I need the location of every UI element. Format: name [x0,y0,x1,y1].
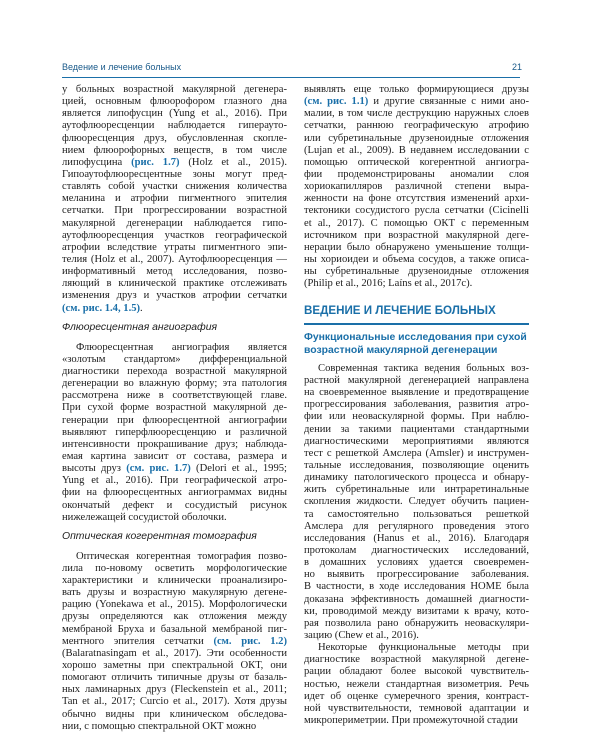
text-line: источником при возрастной макулярной деге- [304,229,529,241]
text-line: окончатый дефект и сосудистый рисунок [62,499,287,511]
text-line: протоколам диагностических исследований, [304,545,529,556]
text-line: мембраной Бруха и базальной мембраной пиг- [62,623,287,635]
text-line: женности на фоне отсутствия изменений архи- [304,193,529,205]
text-line: друзы определяются как отложения между [62,611,287,623]
text-line: нижележащей сосудистой оболочки. [62,511,227,523]
text-line: помощью оптической когерентной ангиогра- [304,156,529,168]
text-line: идет об оценке сумеречного зрения, контраст- [304,690,529,702]
subheading-fluorescein-angiography: Флюоресцентная ангиография [62,321,218,333]
text-line: цией, основным флюорофором глазного дна [62,96,287,108]
text-line [304,96,529,108]
text-line: генерации при флюоресцентной ангиографии [62,414,287,426]
text-segment: высоты друз [62,463,127,475]
text-segment: и другие связанные с ними ано- [368,96,529,108]
text-line: характеристики и клинически проанализиро- [62,575,287,587]
text-line: Современная тактика ведения больных воз- [318,362,529,374]
text-line: изменения друз и участков атрофии сетчатки [62,290,287,302]
text-line: дении за такими пациентами стандартными [304,423,529,435]
text-line: хорошо заметны при спектральной ОКТ, они [62,660,287,672]
text-line: в домашних условиях удается своевремен- [304,557,529,569]
text-segment: ментного эпителия сетчатки [62,635,214,647]
text-line: ляющий в клинической практике отслеживать [62,278,287,290]
text-line: рации обладают более высокой чувствитель- [304,666,529,678]
paragraph [304,84,529,290]
text-line: или субретинальные друзеноидные отложения [304,132,529,144]
text-line: малии, в том числе деструкцию наружных слоев [304,108,529,120]
paragraph [62,551,287,733]
header-rule [62,77,520,78]
text-line: зацию (Chew et al., 2016). [304,629,419,641]
text-line: выявляют гиперфлюоресценцию и различной [62,426,287,438]
running-title: Ведение и лечение больных [62,62,182,72]
text-line: Оптическая когерентная томография позво- [76,550,287,562]
text-line: хориокапилляров различной степени выра- [304,181,529,193]
text-line: интенсивности прокрашивание друз; наблюда- [62,438,287,450]
text-line: фии продемонстрированы аномалии слоя [304,168,529,180]
text-line: рацию (Yonekawa et al., 2015). Морфологически [62,599,287,611]
text-line: В частности, в ходе исследования HOME была [304,581,529,593]
text-line: на своевременное выявление и предотвращение [304,387,529,399]
figure-reference-link[interactable]: (рис. 1.7) [131,156,180,168]
text-line: ны хориоидеи и объема сосудов, а также описа- [304,253,529,265]
text-line: микропериметрии. При промежуточной стадии [304,714,518,726]
text-line: является липофусцин (Yung et al., 2016). При [62,108,287,120]
text-line: помогают отличить типичные друзы от базаль- [62,672,287,684]
text-line: атрофии вследствие утраты пигментного эпи- [62,241,287,253]
text-line: динамику патологического процесса и обнару- [304,472,529,484]
text-line: фии на флюоресцентных ангиограммах видны [62,487,287,499]
text-segment: липофусцина [62,156,132,168]
text-line [62,157,287,169]
text-line: фии или неоваскулярной формы. При наблю- [304,411,529,423]
text-line: сетчатки. При прогрессировании возрастной [62,205,287,217]
text-segment: (Delori et al., 1995; [190,463,287,475]
text-line: лила по-новому осветить морфологические [62,562,287,574]
text-line: дегенерации во влажную форму; эта патология [62,378,287,390]
text-line: нерации было обнаружено уменьшение толщи- [304,241,529,253]
text-line: Флюоресцентная ангиография является [76,341,287,353]
text-line: ной чувствительности, темновой адаптации и [304,702,529,714]
text-line: аутофлюоресценции наблюдается гиперауто- [62,120,287,132]
right-column [304,84,529,727]
figure-reference-link[interactable]: (см. рис. 1.2) [213,635,287,647]
text-line: скопления жидкости. Следует обучить пациен- [304,496,529,508]
text-line: жить субретинальные или интраретинальные [304,484,529,496]
text-line: ки, проводимой между визитами к врачу, кото- [304,605,529,617]
text-line [62,636,287,648]
text-line: ностью, нежели стандартная визометрия. Речь [304,678,529,690]
text-line: диагностическими мероприятиями являются [304,435,529,447]
text-line: меланина и атрофии пигментного эпителия [62,193,287,205]
text-segment: (Holz et al., 2015). [179,156,287,168]
figure-reference-link[interactable]: (см. рис. 1.1) [304,96,369,108]
section-subtitle-line: возрастной макулярной дегенерации [304,344,498,356]
text-line: макулярной дегенерации наблюдается гипо- [62,217,287,229]
text-line: информативный метод исследования, позво- [62,266,287,278]
text-line: (Philip et al., 2016; Laíns et al., 2017c). [304,278,473,290]
text-line [62,303,287,315]
text-line: Tan et al., 2017; Curcio et al., 2017). Хотя друзы [62,696,287,708]
text-line: телия (Holz et al., 2007). Аутофлюоресценция — [62,253,287,265]
text-line: емая картина зависит от состава, размера и [62,450,287,462]
paragraph [304,642,529,727]
text-line: у больных возрастной макулярной дегенера- [62,84,287,95]
text-segment: . [140,302,143,314]
text-line: «золотым стандартом» дифференциальной [62,353,287,365]
figure-reference-link[interactable]: (см. рис. 1.4, 1.5) [62,302,141,314]
section-title: ВЕДЕНИЕ И ЛЕЧЕНИЕ БОЛЬНЫХ [304,304,496,318]
text-line: ны субретинальные друзеноидные отложения [304,266,529,278]
text-line: ставлять собой участки снижения количества [62,181,287,193]
text-line: диагностики перехода возрастной макулярной [62,365,287,377]
figure-reference-link[interactable]: (см. рис. 1.7) [126,463,191,475]
text-line [62,463,287,475]
left-column [62,84,287,733]
section-rule [304,323,529,325]
text-line: сетчатки, раннюю географическую атрофию [304,120,529,132]
text-line: (Balaratnasingam et al., 2017). Эти особенности [62,647,287,659]
text-line: вать друзы и возрастную макулярную дегене- [62,587,287,599]
section-subtitle-line: Функциональные исследования при сухой [304,331,527,343]
text-line: При сухой форме возрастной макулярной де- [62,402,287,414]
text-line: нием флюорофорных веществ, в том числе [62,144,287,156]
text-line: Некоторые функциональные методы при [318,642,529,654]
text-line: исследования (Hanus et al., 2016). Благодаря [304,532,529,544]
text-line: та самостоятельно пользоваться решеткой [304,508,529,520]
text-line: тектоники сосудистого русла сетчатки (Cicinelli [304,205,529,217]
text-line: рассмотрена ниже в соответствующей главе. [62,390,287,402]
text-line: прогрессирования заболевания, развития атро- [304,399,529,411]
subheading-oct: Оптическая когерентная томография [62,530,257,542]
text-line: диагностике возрастной макулярной дегене- [304,654,529,666]
paragraph [62,342,287,524]
text-line: выявлять еще только формирующиеся друзы [304,84,529,95]
text-line: нии, с помощью спектральной ОКТ можно [62,720,257,732]
text-line: рая позволила рано обнаружить неоваскуляри- [304,617,529,629]
text-line: (Lujan et al., 2009). В недавнем исследовании с [304,144,529,156]
text-line: растной макулярной дегенерацией направлена [304,375,529,387]
text-line: Амслера для регулярного проведения этого [304,520,529,532]
text-line: Гипоаутофлюоресцентные зоны могут пред- [62,168,287,180]
text-line: et al., 2017). С помощью ОКТ с переменным [304,217,529,229]
text-line: аутофлюоресценция участков географической [62,229,287,241]
paragraph [304,363,529,642]
text-line: но выявить прогрессирование заболевания. [304,569,529,581]
text-line: доказана эффективность домашней диагности- [304,593,529,605]
paragraph [62,84,287,315]
text-line: обычно видны при клиническом обследова- [62,708,287,720]
text-line: флюоресценция друз, обусловленная скопле- [62,132,287,144]
text-line: ных ламинарных друз (Fleckenstein et al., 2011; [62,684,287,696]
text-line: тест с решеткой Амслера (Amsler) и инструмен- [304,447,529,459]
text-line: Yung et al., 2016). При географической атро- [62,475,287,487]
section-subtitle [304,331,529,357]
page-number: 21 [512,62,523,72]
text-line: тальные исследования, позволяющие оценить [304,460,529,472]
